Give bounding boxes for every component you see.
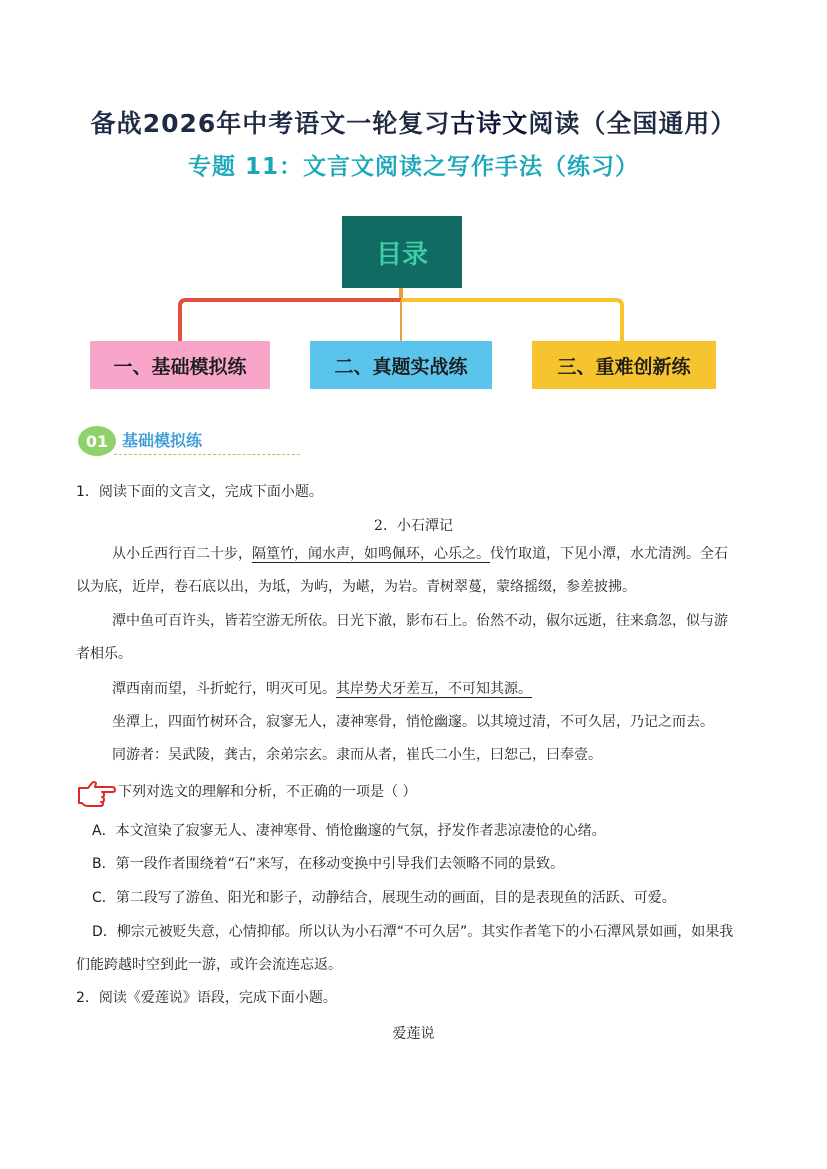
toc-item-innovation[interactable]: 三、重难创新练 <box>532 341 716 389</box>
title-mid: 年中考语文一轮复习 <box>216 109 451 138</box>
passage-paragraph-5 <box>76 739 756 772</box>
title-prefix: 备战 <box>90 109 143 138</box>
section-number: 01 <box>78 426 116 456</box>
p3-a: 潭西南而望，斗折蛇行，明灭可见。 <box>112 681 336 697</box>
option-b[interactable]: B．第一段作者围绕着“石”来写，在移动变换中引导我们去领略不同的景致。 <box>92 856 565 872</box>
passage-paragraph-2 <box>76 605 756 671</box>
option-d-line-2[interactable]: 们能跨越时空到此一游，或许会流连忘返。 <box>76 957 342 973</box>
option-c[interactable]: C．第二段写了游鱼、阳光和影子，动静结合，展现生动的画面，目的是表现鱼的活跃、可爱。 <box>92 890 676 906</box>
passage-paragraph-1 <box>76 538 756 604</box>
passage-paragraph-3 <box>76 673 756 706</box>
p2-a: 潭中鱼可百许头，皆若空游无所依。日光下澈，影布石上。佁然不动，俶尔远逝，往来翕忽，似与游 <box>112 613 728 629</box>
question-2-prompt: 2．阅读《爱莲说》语段，完成下面小题。 <box>76 990 337 1006</box>
p1-a: 从小丘西行百二十步， <box>112 546 252 562</box>
p1-c: 以为底，近岸，卷石底以出，为坻，为屿，为嵁，为岩。青树翠蔓，蒙络摇缀，参差披拂。 <box>76 579 636 595</box>
section-badge <box>78 424 228 458</box>
toc-connector-lines <box>0 0 827 400</box>
toc-item-real-exam[interactable]: 二、真题实战练 <box>310 341 492 389</box>
title-highlight: 古诗文 <box>450 109 529 138</box>
p1-b: 伐竹取道，下见小潭，水尤清洌。全石 <box>490 546 728 562</box>
section-divider <box>114 454 300 455</box>
question-1-prompt: 1．阅读下面的文言文，完成下面小题。 <box>76 484 323 500</box>
title-year: 2026 <box>142 109 217 138</box>
passage-paragraph-4 <box>76 706 756 739</box>
p3-underlined: 其岸势犬牙差互，不可知其源。 <box>336 681 532 697</box>
p4: 坐潭上，四面竹树环合，寂寥无人，凄神寒骨，悄怆幽邃。以其境过清，不可久居，乃记之而去。 <box>112 714 714 730</box>
text-title-2: 爱莲说 <box>392 1026 435 1042</box>
title-suffix: 阅读（全国通用） <box>528 109 737 138</box>
question-stem: 下列对选文的理解和分析，不正确的一项是（ ） <box>118 784 417 800</box>
option-a[interactable]: A．本文渲染了寂寥无人、凄神寒骨、悄怆幽邃的气氛，抒发作者悲凉凄怆的心绪。 <box>92 823 606 839</box>
p1-underlined: 隔篁竹，闻水声，如鸣佩环，心乐之。 <box>252 546 490 562</box>
pointing-hand-icon <box>76 778 116 808</box>
section-label: 基础模拟练 <box>122 431 203 450</box>
option-d-line-1[interactable]: D．柳宗元被贬失意，心情抑郁。所以认为小石潭“不可久居”。其实作者笔下的小石潭风景如画，如果我 <box>92 924 734 940</box>
toc-item-basic[interactable]: 一、基础模拟练 <box>90 341 270 389</box>
page-subtitle: 专题 11：文言文阅读之写作手法（练习） <box>187 154 639 180</box>
toc-root: 目录 <box>342 216 462 288</box>
text-title: 2．小石潭记 <box>374 518 453 534</box>
p2-b: 者相乐。 <box>76 646 132 662</box>
p5: 同游者：吴武陵，龚古，余弟宗玄。隶而从者，崔氏二小生，曰恕己，曰奉壹。 <box>112 747 602 763</box>
